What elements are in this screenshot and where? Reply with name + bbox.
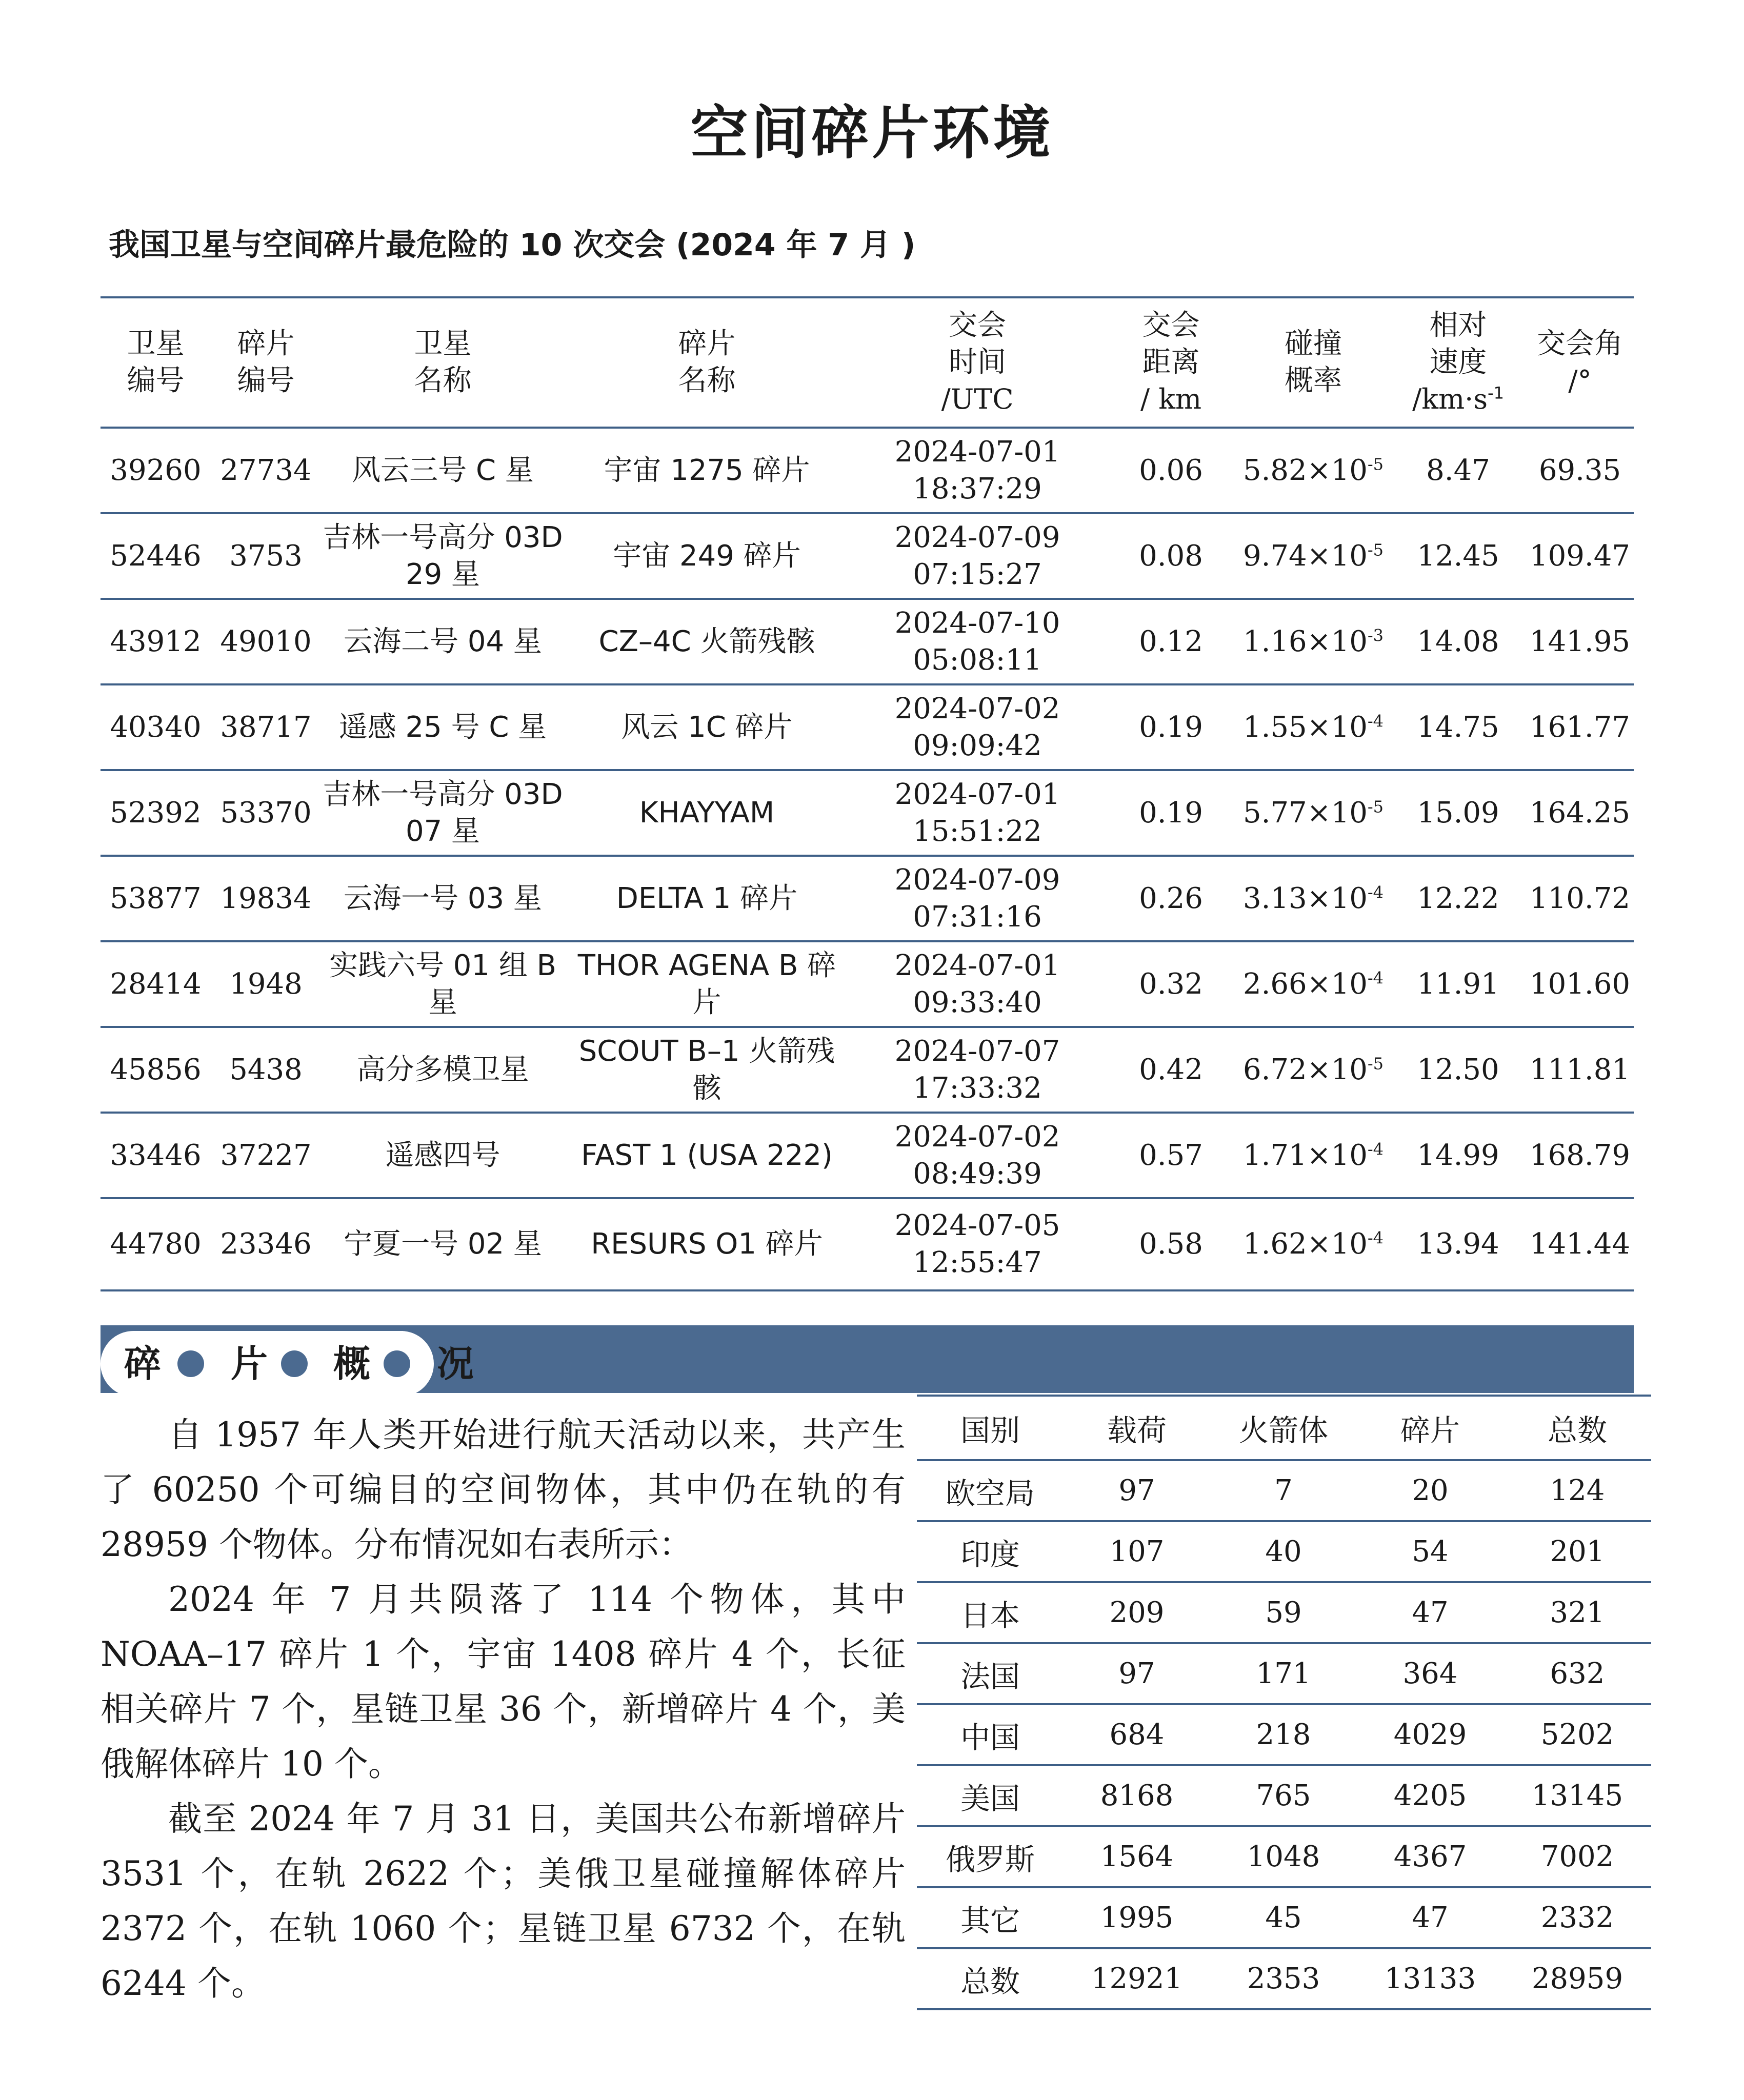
header-line: 概率 (1285, 364, 1342, 397)
debris-name-line: 骸 (692, 1071, 721, 1105)
table-row (101, 770, 1634, 856)
stats-value: 218 (1210, 1704, 1357, 1765)
stats-value: 1995 (1064, 1887, 1210, 1948)
probability-mantissa: 1.16×10 (1242, 624, 1368, 658)
debris-name-line: KHAYYAM (639, 796, 775, 830)
probability-mantissa: 2.66×10 (1242, 967, 1368, 1001)
stats-row (917, 1582, 1651, 1643)
debris-id: 38717 (211, 684, 321, 770)
conjunction-distance: 0.58 (1106, 1198, 1236, 1290)
conjunction-distance: 0.57 (1106, 1113, 1236, 1198)
header-line: 相对 (1429, 309, 1487, 342)
satellite-id: 44780 (101, 1198, 211, 1290)
stats-value: 4205 (1357, 1765, 1504, 1826)
stats-column-header: 载荷 (1064, 1396, 1210, 1460)
table-row (101, 428, 1634, 513)
conjunction-distance: 0.42 (1106, 1027, 1236, 1113)
satellite-id: 40340 (101, 684, 211, 770)
column-header (101, 297, 211, 428)
conjunction-date: 2024-07-07 (894, 1034, 1060, 1068)
paragraph: 2024 年 7 月共陨落了 114 个物体，其中 NOAA–17 碎片 1 个，宇宙 1408 碎片 4 个，长征相关碎片 7 个，星链卫星 36 个，新增碎片 4 个，美俄解体碎片 10 个。 (101, 1580, 906, 1784)
debris-name (565, 941, 849, 1027)
debris-name (565, 770, 849, 856)
conjunction-time (849, 941, 1106, 1027)
conjunction-angle: 161.77 (1526, 684, 1634, 770)
header-line: 卫星 (414, 327, 472, 360)
header-line: 速度 (1429, 346, 1487, 379)
conjunction-angle: 141.44 (1526, 1198, 1634, 1290)
conjunction-time (849, 599, 1106, 684)
column-header (1106, 297, 1236, 428)
conjunction-time (849, 856, 1106, 941)
debris-id: 23346 (211, 1198, 321, 1290)
page-title: 空间碎片环境 (690, 100, 1054, 167)
debris-name (565, 599, 849, 684)
stats-value: 321 (1504, 1582, 1651, 1643)
stats-value: 47 (1357, 1887, 1504, 1948)
probability-exponent: -5 (1367, 796, 1384, 816)
stats-row (917, 1643, 1651, 1704)
column-header (1236, 297, 1390, 428)
satellite-name (321, 856, 565, 941)
relative-velocity: 14.75 (1390, 684, 1526, 770)
conjunction-date: 2024-07-10 (894, 606, 1060, 640)
satellite-name-line: 云海一号 03 星 (344, 881, 542, 915)
table-row (101, 941, 1634, 1027)
conjunction-angle: 69.35 (1526, 428, 1634, 513)
stats-value: 1048 (1210, 1826, 1357, 1887)
column-header (321, 297, 565, 428)
debris-name-line: 片 (692, 985, 721, 1019)
collision-probability (1236, 856, 1390, 941)
stats-value: 1564 (1064, 1826, 1210, 1887)
table-row (101, 1113, 1634, 1198)
conjunction-clock: 09:33:40 (913, 985, 1042, 1019)
satellite-id: 53877 (101, 856, 211, 941)
header-line: 名称 (414, 364, 472, 397)
stats-value: 2332 (1504, 1887, 1651, 1948)
column-header (1390, 297, 1526, 428)
probability-mantissa: 1.71×10 (1242, 1138, 1368, 1172)
satellite-name-line: 吉林一号高分 03D (323, 777, 563, 811)
collision-probability (1236, 941, 1390, 1027)
relative-velocity: 15.09 (1390, 770, 1526, 856)
satellite-id: 45856 (101, 1027, 211, 1113)
debris-id: 27734 (211, 428, 321, 513)
debris-id: 1948 (211, 941, 321, 1027)
section-heading-char: 概 (333, 1342, 370, 1385)
satellite-name-line: 遥感 25 号 C 星 (338, 710, 547, 744)
relative-velocity: 12.45 (1390, 513, 1526, 599)
header-line: 碰撞 (1285, 327, 1342, 360)
debris-name-line: RESURS O1 碎片 (591, 1227, 823, 1261)
stats-column-header: 碎片 (1357, 1396, 1504, 1460)
country-name: 日本 (917, 1582, 1064, 1643)
conjunction-clock: 07:31:16 (913, 900, 1042, 934)
stats-value: 20 (1357, 1460, 1504, 1521)
stats-value: 201 (1504, 1521, 1651, 1582)
stats-value: 13133 (1357, 1948, 1504, 2009)
satellite-name-line: 29 星 (405, 557, 480, 591)
stats-column-header: 总数 (1504, 1396, 1651, 1460)
probability-exponent: -4 (1367, 1139, 1384, 1159)
conjunction-distance: 0.19 (1106, 684, 1236, 770)
satellite-name-line: 宁夏一号 02 星 (344, 1227, 542, 1261)
section-heading-dot (177, 1350, 204, 1377)
conjunction-date: 2024-07-09 (894, 520, 1060, 554)
stats-value: 4029 (1357, 1704, 1504, 1765)
debris-name (565, 1113, 849, 1198)
paragraph: 自 1957 年人类开始进行航天活动以来，共产生了 60250 个可编目的空间物体，其中仍在轨的有 28959 个物体。分布情况如右表所示： (101, 1415, 906, 1564)
table-row (101, 513, 1634, 599)
header-unit: /° (1568, 365, 1592, 397)
header-line: 编号 (237, 364, 295, 397)
satellite-id: 52392 (101, 770, 211, 856)
conjunction-angle: 110.72 (1526, 856, 1634, 941)
probability-exponent: -4 (1367, 882, 1384, 902)
conjunction-date: 2024-07-05 (894, 1209, 1060, 1242)
stats-value: 171 (1210, 1643, 1357, 1704)
stats-value: 7 (1210, 1460, 1357, 1521)
conjunction-clock: 15:51:22 (913, 814, 1042, 848)
probability-mantissa: 1.55×10 (1242, 710, 1368, 744)
relative-velocity: 8.47 (1390, 428, 1526, 513)
conjunction-date: 2024-07-01 (894, 948, 1060, 982)
table-row (101, 856, 1634, 941)
debris-name (565, 513, 849, 599)
header-line: 编号 (127, 364, 185, 397)
stats-value: 8168 (1064, 1765, 1210, 1826)
conjunction-distance: 0.06 (1106, 428, 1236, 513)
header-unit-exponent: -1 (1488, 383, 1504, 403)
collision-probability (1236, 1027, 1390, 1113)
probability-exponent: -3 (1367, 625, 1384, 645)
satellite-name-line: 云海二号 04 星 (344, 624, 542, 658)
header-unit: / km (1140, 383, 1202, 415)
stats-value: 54 (1357, 1521, 1504, 1582)
satellite-id: 33446 (101, 1113, 211, 1198)
conjunction-clock: 12:55:47 (913, 1246, 1042, 1279)
header-line: 交会 (949, 309, 1006, 342)
satellite-name-line: 高分多模卫星 (356, 1053, 529, 1086)
satellite-name-line: 风云三号 C 星 (352, 453, 534, 487)
conjunction-distance: 0.12 (1106, 599, 1236, 684)
country-name: 俄罗斯 (917, 1826, 1064, 1887)
table-row (101, 684, 1634, 770)
header-line: 距离 (1142, 346, 1200, 379)
stats-row (917, 1521, 1651, 1582)
conjunction-date: 2024-07-02 (894, 1120, 1060, 1154)
conjunction-clock: 17:33:32 (913, 1071, 1042, 1105)
stats-value: 59 (1210, 1582, 1357, 1643)
object-stats-table (917, 1395, 1651, 2010)
conjunction-date: 2024-07-02 (894, 692, 1060, 725)
relative-velocity: 14.99 (1390, 1113, 1526, 1198)
conjunction-time (849, 1198, 1106, 1290)
table-caption: 我国卫星与空间碎片最危险的 10 次交会 (2024 年 7 月 ) (109, 227, 916, 263)
satellite-name-line: 吉林一号高分 03D (323, 520, 563, 554)
satellite-name (321, 1027, 565, 1113)
debris-name-line: FAST 1 (USA 222) (581, 1138, 833, 1172)
debris-name (565, 1027, 849, 1113)
stats-value: 28959 (1504, 1948, 1651, 2009)
country-name: 欧空局 (917, 1460, 1064, 1521)
stats-value: 632 (1504, 1643, 1651, 1704)
debris-name-line: 宇宙 1275 碎片 (604, 453, 810, 487)
conjunction-date: 2024-07-01 (894, 777, 1060, 811)
conjunction-time (849, 428, 1106, 513)
debris-name-line: SCOUT B–1 火箭残 (578, 1034, 835, 1068)
probability-exponent: -4 (1367, 1228, 1384, 1248)
debris-name-line: CZ–4C 火箭残骸 (598, 624, 815, 658)
header-line: 时间 (949, 346, 1006, 379)
stats-value: 97 (1064, 1643, 1210, 1704)
country-name: 法国 (917, 1643, 1064, 1704)
stats-value: 12921 (1064, 1948, 1210, 2009)
stats-column-header: 火箭体 (1210, 1396, 1357, 1460)
conjunction-angle: 109.47 (1526, 513, 1634, 599)
column-header (849, 297, 1106, 428)
column-header (1526, 297, 1634, 428)
conjunction-angle: 141.95 (1526, 599, 1634, 684)
conjunction-time (849, 1113, 1106, 1198)
section-heading (101, 1331, 474, 1398)
stats-row (917, 1887, 1651, 1948)
section-heading-char: 片 (230, 1342, 268, 1385)
header-line: 交会角 (1537, 327, 1623, 360)
conjunction-angle: 111.81 (1526, 1027, 1634, 1113)
satellite-name-line: 实践六号 01 组 B (329, 948, 557, 982)
collision-probability (1236, 1198, 1390, 1290)
conjunction-table (101, 296, 1634, 1291)
collision-probability (1236, 428, 1390, 513)
stats-value: 97 (1064, 1460, 1210, 1521)
satellite-id: 28414 (101, 941, 211, 1027)
stats-value: 364 (1357, 1643, 1504, 1704)
stats-value: 684 (1064, 1704, 1210, 1765)
relative-velocity: 11.91 (1390, 941, 1526, 1027)
stats-value: 2353 (1210, 1948, 1357, 2009)
debris-name (565, 1198, 849, 1290)
satellite-id: 43912 (101, 599, 211, 684)
stats-value: 124 (1504, 1460, 1651, 1521)
section-heading-char: 碎 (124, 1342, 161, 1385)
table-row (101, 1027, 1634, 1113)
section-heading-char: 况 (436, 1342, 474, 1385)
collision-probability (1236, 599, 1390, 684)
satellite-name (321, 941, 565, 1027)
relative-velocity: 13.94 (1390, 1198, 1526, 1290)
header-line: 碎片 (237, 327, 295, 360)
collision-probability (1236, 1113, 1390, 1198)
conjunction-distance: 0.26 (1106, 856, 1236, 941)
relative-velocity: 12.22 (1390, 856, 1526, 941)
relative-velocity: 14.08 (1390, 599, 1526, 684)
country-name: 美国 (917, 1765, 1064, 1826)
stats-header-row (917, 1396, 1651, 1460)
satellite-name (321, 770, 565, 856)
probability-exponent: -5 (1367, 1053, 1384, 1073)
section-heading-dot (281, 1350, 308, 1377)
header-line: 交会 (1142, 309, 1200, 342)
conjunction-distance: 0.32 (1106, 941, 1236, 1027)
conjunction-clock: 05:08:11 (913, 643, 1042, 677)
collision-probability (1236, 684, 1390, 770)
header-line: 卫星 (127, 327, 185, 360)
country-name: 中国 (917, 1704, 1064, 1765)
probability-mantissa: 9.74×10 (1242, 539, 1368, 573)
conjunction-date: 2024-07-09 (894, 863, 1060, 897)
paragraph: 截至 2024 年 7 月 31 日，美国共公布新增碎片 3531 个，在轨 2622 个；美俄卫星碰撞解体碎片 2372 个，在轨 1060 个；星链卫星 6732 个，在轨 6244 个。 (101, 1799, 906, 2003)
probability-exponent: -5 (1367, 454, 1384, 474)
conjunction-clock: 08:49:39 (913, 1157, 1042, 1190)
collision-probability (1236, 513, 1390, 599)
probability-mantissa: 3.13×10 (1242, 881, 1368, 915)
section-heading-dot (384, 1350, 410, 1377)
debris-id: 49010 (211, 599, 321, 684)
probability-exponent: -4 (1367, 711, 1384, 731)
stats-value: 40 (1210, 1521, 1357, 1582)
satellite-id: 39260 (101, 428, 211, 513)
satellite-name (321, 599, 565, 684)
header-unit: /UTC (941, 383, 1014, 415)
stats-value: 47 (1357, 1582, 1504, 1643)
probability-mantissa: 5.77×10 (1242, 796, 1368, 830)
debris-id: 53370 (211, 770, 321, 856)
stats-row (917, 1948, 1651, 2009)
header-line: 碎片 (678, 327, 736, 360)
header-line: 名称 (678, 364, 736, 397)
debris-id: 3753 (211, 513, 321, 599)
conjunction-date: 2024-07-01 (894, 435, 1060, 469)
satellite-name-line: 星 (428, 985, 457, 1019)
conjunction-angle: 164.25 (1526, 770, 1634, 856)
satellite-name (321, 1198, 565, 1290)
conjunction-time (849, 684, 1106, 770)
conjunction-distance: 0.19 (1106, 770, 1236, 856)
satellite-name (321, 513, 565, 599)
conjunction-clock: 09:09:42 (913, 729, 1042, 762)
satellite-name (321, 684, 565, 770)
column-header (565, 297, 849, 428)
debris-name-line: 宇宙 249 碎片 (613, 539, 801, 573)
satellite-name-line: 07 星 (405, 814, 480, 848)
debris-name-line: 风云 1C 碎片 (621, 710, 793, 744)
stats-row (917, 1704, 1651, 1765)
debris-id: 37227 (211, 1113, 321, 1198)
probability-mantissa: 5.82×10 (1242, 453, 1368, 487)
stats-value: 45 (1210, 1887, 1357, 1948)
probability-mantissa: 6.72×10 (1242, 1053, 1368, 1086)
conjunction-time (849, 1027, 1106, 1113)
satellite-id: 52446 (101, 513, 211, 599)
collision-probability (1236, 770, 1390, 856)
conjunction-clock: 07:15:27 (913, 557, 1042, 591)
table-row (101, 1198, 1634, 1290)
stats-column-header: 国别 (917, 1396, 1064, 1460)
conjunction-distance: 0.08 (1106, 513, 1236, 599)
probability-mantissa: 1.62×10 (1242, 1227, 1368, 1261)
conjunction-angle: 168.79 (1526, 1113, 1634, 1198)
country-name: 其它 (917, 1887, 1064, 1948)
probability-exponent: -5 (1367, 539, 1384, 559)
stats-value: 765 (1210, 1765, 1357, 1826)
conjunction-time (849, 770, 1106, 856)
stats-value: 107 (1064, 1521, 1210, 1582)
probability-exponent: -4 (1367, 967, 1384, 987)
stats-row (917, 1460, 1651, 1521)
conjunction-time (849, 513, 1106, 599)
debris-id: 5438 (211, 1027, 321, 1113)
country-name: 印度 (917, 1521, 1064, 1582)
header-unit: /km·s (1412, 383, 1488, 415)
conjunction-angle: 101.60 (1526, 941, 1634, 1027)
debris-name (565, 856, 849, 941)
stats-value: 7002 (1504, 1826, 1651, 1887)
stats-row (917, 1765, 1651, 1826)
relative-velocity: 12.50 (1390, 1027, 1526, 1113)
column-header (211, 297, 321, 428)
debris-name (565, 428, 849, 513)
satellite-name (321, 428, 565, 513)
debris-id: 19834 (211, 856, 321, 941)
conjunction-header-row (101, 297, 1634, 428)
debris-name-line: THOR AGENA B 碎 (577, 948, 836, 982)
table-row (101, 599, 1634, 684)
debris-name (565, 684, 849, 770)
stats-value: 4367 (1357, 1826, 1504, 1887)
stats-value: 5202 (1504, 1704, 1651, 1765)
satellite-name (321, 1113, 565, 1198)
conjunction-clock: 18:37:29 (913, 472, 1042, 506)
stats-value: 209 (1064, 1582, 1210, 1643)
stats-row (917, 1826, 1651, 1887)
country-name: 总数 (917, 1948, 1064, 2009)
body-text (101, 1407, 906, 2011)
satellite-name-line: 遥感四号 (385, 1138, 500, 1172)
stats-value: 13145 (1504, 1765, 1651, 1826)
debris-name-line: DELTA 1 碎片 (616, 881, 798, 915)
